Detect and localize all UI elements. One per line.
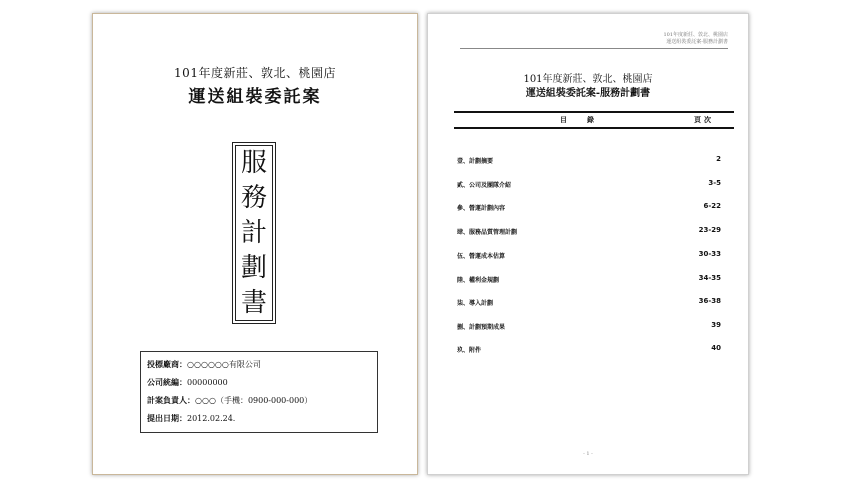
toc-entry-page: 2: [716, 155, 721, 163]
toc-entry-label: 玖、附件: [457, 347, 482, 354]
toc-entry[interactable]: [457, 178, 721, 190]
toc-entry-page: 3-5: [708, 179, 721, 187]
vertical-title-char: 服: [240, 148, 267, 179]
toc-entry[interactable]: [457, 273, 721, 285]
toc-entry[interactable]: [457, 154, 721, 166]
toc-col-contents: 目錄: [560, 115, 614, 124]
vertical-title-char: 務: [240, 183, 267, 214]
running-header: [663, 32, 728, 46]
toc-entry-label: 肆、服務品質管理計劃: [457, 229, 518, 236]
toc-page: [427, 13, 749, 475]
toc-entry-page: 40: [711, 344, 721, 352]
vertical-title-char: 劃: [240, 252, 267, 283]
toc-entry-page: 36-38: [698, 297, 721, 305]
toc-entry-page: 34-35: [698, 274, 721, 282]
page-number-footer: - 1 -: [583, 451, 593, 457]
toc-entry[interactable]: [457, 320, 721, 332]
toc-entry-label: 伍、營運成本估算: [457, 253, 506, 260]
vertical-title-box: [232, 142, 276, 324]
toc-entry-label: 壹、計劃摘要: [457, 158, 494, 165]
bidder-info-box: [140, 351, 378, 433]
info-row-manager: [147, 391, 371, 409]
info-value: 2012.02.24.: [187, 414, 236, 423]
toc-entry-page: 6-22: [703, 202, 721, 210]
info-row-tax-id: [147, 373, 371, 391]
info-label: 投標廠商：: [147, 359, 187, 369]
toc-title-line1: 101年度新莊、敦北、桃園店: [523, 74, 653, 85]
running-header-line: 101年度新莊、敦北、桃園店: [663, 32, 728, 38]
toc-entry[interactable]: [457, 343, 721, 355]
running-header-line: 運送組裝委託案-服務計劃書: [666, 39, 728, 45]
toc-entry[interactable]: [457, 201, 721, 213]
info-value: ○○○○○○有限公司: [187, 360, 261, 369]
vertical-title-char: 計: [240, 217, 267, 248]
toc-entry-label: 參、營運計劃內容: [457, 205, 506, 212]
toc-entry[interactable]: [457, 249, 721, 261]
cover-title: 運送組裝委託案: [188, 87, 322, 107]
cover-subtitle: 101年度新莊、敦北、桃園店: [174, 66, 336, 80]
toc-entry-label: 柒、導入計劃: [457, 300, 494, 307]
info-value: 00000000: [187, 378, 228, 387]
toc-entry-label: 貳、公司及團隊介紹: [457, 182, 512, 189]
toc-entry[interactable]: [457, 296, 721, 308]
vertical-title-char: 書: [240, 287, 267, 318]
toc-entry[interactable]: [457, 225, 721, 237]
toc-col-page: 頁次: [694, 115, 714, 124]
info-label: 公司統編：: [147, 377, 187, 387]
info-value: ○○○（手機：0900-000-000）: [195, 396, 313, 405]
toc-entry-page: 23-29: [698, 226, 721, 234]
toc-entry-label: 捌、計劃預期成果: [457, 324, 506, 331]
toc-table-header: [454, 111, 734, 129]
toc-entry-page: 39: [711, 321, 721, 329]
info-label: 提出日期：: [147, 413, 187, 423]
info-label: 計案負責人：: [147, 395, 195, 405]
header-rule: [460, 48, 728, 49]
info-row-vendor: [147, 355, 371, 373]
toc-entry-label: 陸、權利金規劃: [457, 277, 500, 284]
toc-title-line2: 運送組裝委託案-服務計劃書: [525, 88, 651, 99]
toc-entry-page: 30-33: [698, 250, 721, 258]
info-row-date: [147, 409, 371, 427]
cover-page: [92, 13, 418, 475]
